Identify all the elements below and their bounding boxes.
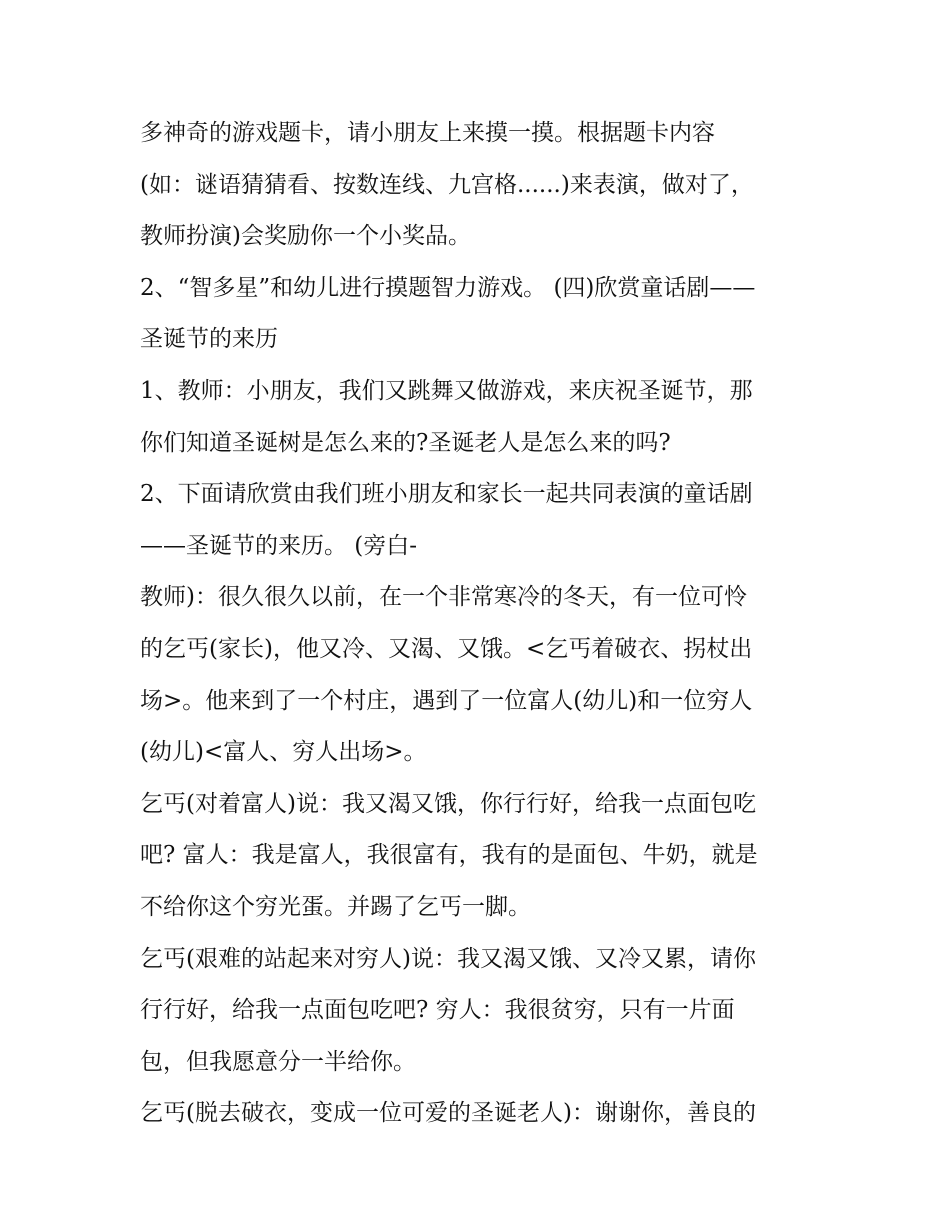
document-body xyxy=(140,108,820,1140)
text-line: ——圣诞节的来历。 (旁白- xyxy=(140,532,418,559)
text-line: 2、“智多星”和幼儿进行摸题智力游戏。 (四)欣赏童话剧—— xyxy=(140,274,756,301)
text-line: 乞丐(对着富人)说：我又渴又饿，你行行好，给我一点面包吃 xyxy=(140,790,756,817)
text-line: 吧? 富人：我是富人，我很富有，我有的是面包、牛奶，就是 xyxy=(140,842,758,869)
text-line: 乞丐(脱去破衣，变成一位可爱的圣诞老人)：谢谢你，善良的 xyxy=(140,1100,756,1127)
text-line: 乞丐(艰难的站起来对穷人)说：我又渴又饿、又冷又累，请你 xyxy=(140,945,756,972)
text-line: 你们知道圣诞树是怎么来的?圣诞老人是怎么来的吗? xyxy=(140,429,671,456)
text-line: 行行好，给我一点面包吃吧? 穷人：我很贫穷，只有一片面 xyxy=(140,997,735,1024)
text-line: 1、教师：小朋友，我们又跳舞又做游戏，来庆祝圣诞节，那 xyxy=(140,377,753,404)
text-line: (如：谜语猜猜看、按数连线、九宫格......)来表演，做对了， xyxy=(140,171,754,198)
text-line: 圣诞节的来历 xyxy=(140,326,278,353)
text-line: 的乞丐(家长)，他又冷、又渴、又饿。<乞丐着破衣、拐杖出 xyxy=(140,635,753,662)
text-line: 场>。他来到了一个村庄，遇到了一位富人(幼儿)和一位穷人 xyxy=(140,687,753,714)
text-line: 教师)：很久很久以前，在一个非常寒冷的冬天，有一位可怜 xyxy=(140,584,747,611)
text-line: 包，但我愿意分一半给你。 xyxy=(140,1048,416,1075)
text-line: 不给你这个穷光蛋。并踢了乞丐一脚。 xyxy=(140,893,531,920)
text-line: 2、下面请欣赏由我们班小朋友和家长一起共同表演的童话剧 xyxy=(140,481,753,508)
text-line: (幼儿)<富人、穷人出场>。 xyxy=(140,739,427,766)
text-line: 教师扮演)会奖励你一个小奖品。 xyxy=(140,223,471,250)
text-line: 多神奇的游戏题卡，请小朋友上来摸一摸。根据题卡内容 xyxy=(140,120,715,146)
